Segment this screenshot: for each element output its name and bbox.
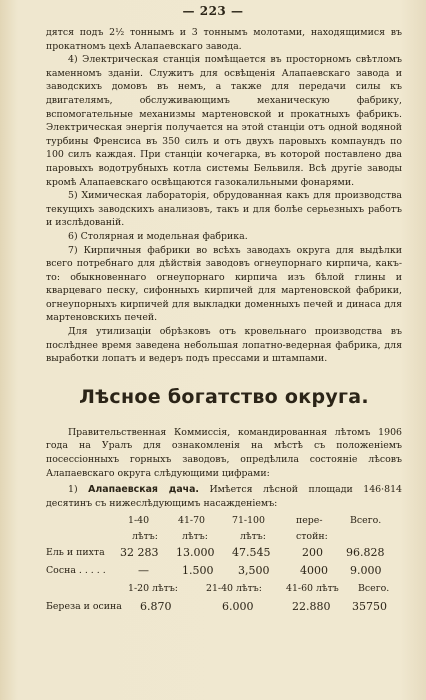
paragraph-scrap-utilization: Для утилизаціи обрѣзковъ отъ кровельнаго производства въ послѣднее время заведена небольшая лопатно-ведерная фабрика, для выработки лопатъ и ведеръ подъ прессами и штампами. (46, 326, 402, 365)
table-cell: 3,500 (238, 564, 270, 578)
table-head-41-60: 41-60 лѣтъ (286, 583, 339, 595)
table-head-71-100: 71-100 (232, 515, 265, 527)
table-head-total-2: Всего. (358, 583, 390, 595)
table-head-total: Всего. (350, 515, 382, 527)
table-cell: 22.880 (292, 600, 331, 614)
table-subhead-4: стойн: (296, 531, 328, 543)
table-cell: 32 283 (120, 546, 159, 560)
table-cell: — (138, 564, 149, 578)
paragraph-commission: Правительственная Коммиссія, командированная лѣтомъ 1906 года на Уралъ для ознакомленія на мѣстѣ съ положеніемъ посессіонныхъ горныхъ заводовъ, опредѣлила состояніе лѣсовъ Алапаевскаго округа слѣдующими цифрами: (46, 426, 402, 479)
table-subhead-1: лѣтъ: (132, 531, 158, 543)
section-heading: Лѣсное богатство округа. (79, 385, 369, 408)
page-body (46, 26, 402, 630)
paragraph-power-station: 4) Электрическая станція помѣщается въ просторномъ свѣтломъ каменномъ зданіи. Служитъ для освѣщенія Алапаевскаго завода и заводскихъ домовъ въ немъ, а также для передачи силы къ двигателямъ, обслуживающимъ механическую фабрику, вспомогательные механизмы мартеновской и прокатныхъ фабрикъ. Электрическая энергія получается на этой станціи отъ одной водяной турбины Френсиса въ 350 силъ и отъ двухъ паровыхъ компаундъ по 100 силъ каждая. При станціи кочегарка, въ которой поставлено два паровыхъ водотрубныхъ котла системы Бельвиля. Всѣ другіе заводы кромѣ Алапаевскаго освѣщаются газокалильными фонарями. (46, 54, 402, 188)
table-head-21-40: 21-40 лѣтъ: (206, 583, 262, 595)
table-cell: 1.500 (182, 564, 214, 578)
table-subhead-2: лѣтъ: (182, 531, 208, 543)
paragraph-chemical-lab: 5) Химическая лабораторія, обрудованная какъ для производства текущихъ заводскихъ анализовъ, такъ и для болѣе серьезныхъ работъ и изслѣдованій. (46, 190, 402, 229)
table-head-1-20: 1-20 лѣтъ: (128, 583, 178, 595)
table-row-label: Сосна . . . . . (46, 565, 106, 577)
table-subhead-3: лѣтъ: (240, 531, 266, 543)
table-cell: 4000 (300, 564, 328, 578)
table-cell: 9.000 (350, 564, 382, 578)
table-cell: 47.545 (232, 546, 271, 560)
table-cell: 96.828 (346, 546, 385, 560)
paragraph-brick-factories: 7) Кирпичныя фабрики во всѣхъ заводахъ округа для выдѣлки всего потребнаго для дѣйствія заводовъ огнеупорнаго кирпича, какъ-то: обыкновеннаго огнеупорнаго кирпича изъ бѣлой глины и кварцеваго песку, сифонныхъ кирпичей для мартеновской фабрики, огнеупорныхъ кирпичей для выкладки доменныхъ печей и динаса для мартеновскихъ печей. (46, 244, 402, 324)
table-cell: 6.870 (140, 600, 172, 614)
table-head-perestoin: пере- (296, 515, 323, 527)
table-row-label: Береза и осина (46, 601, 122, 613)
table-head-1-40: 1-40 (128, 515, 150, 527)
table-cell: 35750 (352, 600, 387, 614)
forest-table (46, 510, 402, 630)
table-cell: 13.000 (176, 546, 215, 560)
page-number: — 223 — (182, 4, 244, 18)
dacha-paragraph (46, 483, 402, 510)
table-row-label: Ель и пихта (46, 547, 105, 559)
paragraph-carpentry: 6) Столярная и модельная фабрика. (68, 230, 248, 242)
paragraph-continuation: дятся подъ 2½ тоннымъ и 3 тоннымъ молотами, находящимися въ прокатномъ цехѣ Алапаевскаго завода. (46, 27, 402, 52)
table-head-41-70: 41-70 (178, 515, 206, 527)
table-cell: 200 (302, 546, 323, 560)
dacha-number: 1) (68, 484, 78, 496)
dacha-text: Имѣется лѣсной площади 146·814 десятинъ съ нижеслѣдующимъ насажденіемъ: (46, 484, 403, 509)
table-cell: 6.000 (222, 600, 254, 614)
dacha-name: Алапаевская дача. (88, 484, 199, 496)
